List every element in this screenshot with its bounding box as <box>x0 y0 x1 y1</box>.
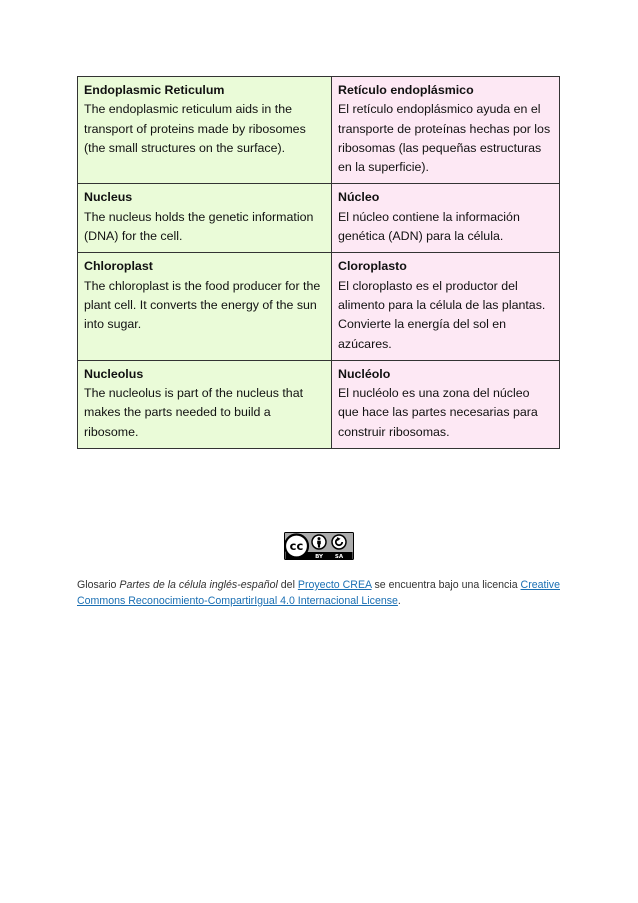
spanish-description: El retículo endoplásmico ayuda en el transporte de proteínas hechas por los ribosomas (las pequeñas estructuras en la superficie). <box>338 102 551 175</box>
license-link[interactable]: Creative Commons Reconocimiento-CompartirIgual 4.0 Internacional License <box>77 579 560 607</box>
license-text-part: se encuentra bajo una licencia <box>371 579 521 591</box>
glossary-title: Partes de la célula inglés-español <box>119 579 278 591</box>
english-description: The nucleus holds the genetic information (DNA) for the cell. <box>84 209 314 244</box>
license-text-part: del <box>277 579 298 591</box>
spanish-description: El núcleo contiene la información genética (ADN) para la célula. <box>338 209 520 244</box>
spanish-term: Núcleo <box>338 190 380 205</box>
english-cell <box>78 360 332 448</box>
cc-by-sa-icon[interactable] <box>284 532 354 560</box>
license-text-part: Glosario <box>77 579 120 591</box>
sa-label: SA <box>334 554 344 560</box>
spanish-term: Cloroplasto <box>338 259 407 274</box>
spanish-term: Retículo endoplásmico <box>338 83 474 97</box>
english-term: Endoplasmic Reticulum <box>84 83 225 97</box>
spanish-cell <box>332 360 560 448</box>
spanish-cell <box>332 77 560 184</box>
english-cell <box>78 253 332 360</box>
english-cell <box>78 184 332 253</box>
spanish-term: Nucléolo <box>338 366 391 381</box>
spanish-description: El cloroplasto es el productor del alimento para la célula de las plantas. Convierte la energía del sol en azúcares. <box>338 278 546 351</box>
english-description: The nucleolus is part of the nucleus that makes the parts needed to build a ribosome. <box>84 386 304 439</box>
table-row <box>78 360 560 448</box>
spanish-cell <box>332 253 560 360</box>
by-label: BY <box>315 554 323 560</box>
glossary-table <box>77 76 560 449</box>
english-cell <box>78 77 332 184</box>
table-row <box>78 184 560 253</box>
cc-logo-text: cc <box>289 539 304 554</box>
english-term: Nucleolus <box>84 366 144 381</box>
license-text-part: . <box>397 595 401 607</box>
license-notice <box>77 577 560 609</box>
english-description: The endoplasmic reticulum aids in the transport of proteins made by ribosomes (the small structures on the surface). <box>84 102 306 155</box>
table-row <box>78 77 560 184</box>
table-row <box>78 253 560 360</box>
english-term: Chloroplast <box>84 259 153 274</box>
spanish-cell <box>332 184 560 253</box>
english-term: Nucleus <box>84 190 133 205</box>
spanish-description: El nucléolo es una zona del núcleo que hace las partes necesarias para construir ribosomas. <box>338 386 538 439</box>
project-crea-link[interactable]: Proyecto CREA <box>297 579 372 591</box>
english-description: The chloroplast is the food producer for the plant cell. It converts the energy of the sun into sugar. <box>84 278 321 332</box>
